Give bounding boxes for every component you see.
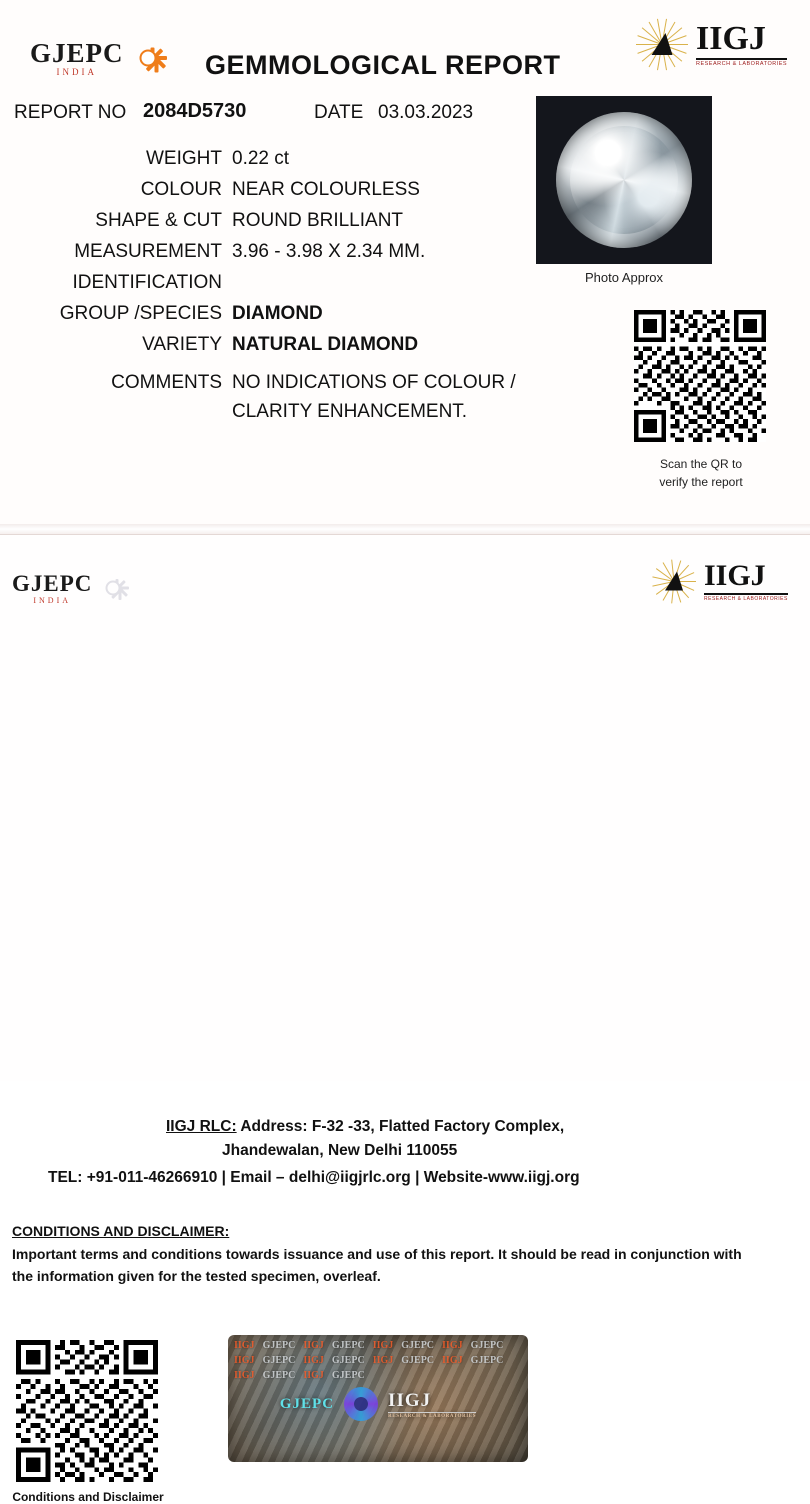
field-row-weight	[0, 148, 520, 170]
iigj-logo-back-divider	[704, 593, 788, 595]
hologram-tile: GJEPC	[331, 1370, 365, 1381]
iigj-burst-icon	[634, 16, 690, 72]
conditions-qr-code[interactable]	[16, 1340, 158, 1482]
sunburst-icon-back	[96, 571, 130, 605]
diamond-photo	[536, 96, 712, 264]
page-title: GEMMOLOGICAL REPORT	[205, 50, 561, 80]
field-value: ROUND BRILLIANT	[232, 210, 404, 231]
lab-address-line-2: Jhandewalan, New Delhi 110055	[222, 1142, 458, 1160]
date-label: DATE	[314, 102, 364, 123]
gjepc-logo-back-subtext: INDIA	[33, 595, 72, 605]
lab-address	[166, 1115, 564, 1163]
iigj-burst-icon-back	[650, 557, 698, 605]
gjepc-logo-subtext: INDIA	[56, 66, 97, 77]
iigj-logo-back-tagline: RESEARCH & LABORATORIES	[704, 595, 788, 602]
iigj-logo-divider	[696, 58, 787, 60]
field-value: NATURAL DIAMOND	[232, 334, 419, 355]
verify-qr-caption-line-1: Scan the QR to	[659, 457, 743, 471]
iigj-logo	[634, 16, 787, 72]
report-front-card	[0, 0, 810, 525]
iigj-logo-back	[650, 557, 788, 605]
field-row-identification	[0, 272, 520, 294]
iigj-logo-tagline: RESEARCH & LABORATORIES	[696, 60, 788, 67]
hologram-tile: IIGJ	[372, 1355, 394, 1366]
field-label: COMMENTS	[111, 372, 222, 393]
field-value: DIAMOND	[232, 303, 323, 324]
conditions-qr-caption: Conditions and Disclaimer	[12, 1490, 164, 1504]
hologram-center-logos	[228, 1387, 528, 1421]
field-row-colour	[0, 179, 520, 201]
specification-list	[0, 148, 520, 432]
conditions-body	[12, 1243, 792, 1288]
conditions-title: CONDITIONS AND DISCLAIMER:	[12, 1223, 230, 1239]
hologram-iigj-logo	[388, 1390, 476, 1419]
hologram-tile: GJEPC	[331, 1355, 365, 1366]
iigj-logo-text: IIGJ	[696, 19, 766, 57]
field-label: MEASUREMENT	[74, 241, 222, 262]
gjepc-logo	[30, 38, 168, 78]
field-row-variety	[0, 334, 520, 356]
hologram-tile: GJEPC	[401, 1355, 435, 1366]
conditions-line-2: the information given for the tested specimen, overleaf.	[12, 1268, 381, 1285]
field-value	[232, 372, 516, 423]
field-value: 0.22 ct	[232, 148, 290, 169]
hologram-tile: IIGJ	[372, 1340, 394, 1351]
hologram-tile: GJEPC	[331, 1340, 365, 1351]
field-value: 3.96 - 3.98 X 2.34 MM.	[232, 241, 426, 262]
hologram-iigj-text: IIGJ	[388, 1389, 432, 1411]
gjepc-logo-back	[12, 571, 130, 605]
comments-line-2: CLARITY ENHANCEMENT.	[232, 401, 468, 422]
field-label: COLOUR	[140, 179, 222, 200]
comments-line-1: NO INDICATIONS OF COLOUR /	[232, 372, 516, 393]
hologram-tile: IIGJ	[442, 1355, 463, 1366]
hologram-gjepc-text: GJEPC	[279, 1395, 335, 1412]
lab-address-label: IIGJ RLC:	[166, 1118, 237, 1135]
hologram-tile: IIGJ	[234, 1370, 255, 1381]
security-hologram	[228, 1335, 528, 1462]
hologram-tile: IIGJ	[234, 1340, 255, 1351]
report-no-value: 2084D5730	[143, 100, 247, 122]
hologram-tile: GJEPC	[262, 1355, 296, 1366]
field-label: GROUP /SPECIES	[59, 303, 222, 324]
verify-qr-caption	[620, 455, 782, 491]
lab-contact[interactable]: TEL: +91-011-46266910 | Email – delhi@iigjrlc.org | Website-www.iigj.org	[48, 1169, 580, 1186]
field-label: IDENTIFICATION	[72, 272, 222, 293]
hologram-iigj-tagline: RESEARCH & LABORATORIES	[388, 1413, 477, 1419]
hologram-ring-icon	[344, 1387, 378, 1421]
report-back-card	[0, 534, 810, 1504]
field-row-measurement	[0, 241, 520, 263]
field-row-shape-and-cut	[0, 210, 520, 232]
photo-caption: Photo Approx	[584, 270, 664, 285]
hologram-tile: IIGJ	[303, 1355, 324, 1366]
hologram-tile: IIGJ	[303, 1340, 324, 1351]
field-row-comments	[0, 372, 520, 423]
hologram-tile: IIGJ	[303, 1370, 324, 1381]
report-no-label: REPORT NO	[14, 102, 127, 123]
hologram-tile: GJEPC	[470, 1355, 504, 1366]
verify-qr-caption-line-2: verify the report	[659, 475, 743, 489]
iigj-logo-back-text: IIGJ	[704, 558, 766, 592]
card-separator	[0, 524, 810, 534]
field-label: SHAPE & CUT	[95, 210, 222, 231]
hologram-tile: GJEPC	[262, 1370, 296, 1381]
field-row-group-species	[0, 303, 520, 325]
field-value: NEAR COLOURLESS	[232, 179, 420, 200]
conditions-line-1: Important terms and conditions towards issuance and use of this report. It should be read in conjunction with	[12, 1246, 742, 1262]
diamond-stone-image	[556, 112, 692, 248]
hologram-tile: GJEPC	[262, 1340, 296, 1351]
verify-qr-code[interactable]	[634, 310, 766, 442]
date-value: 03.03.2023	[378, 102, 474, 123]
field-label: VARIETY	[142, 334, 222, 355]
gjepc-logo-back-text: GJEPC	[12, 570, 93, 596]
hologram-tile: IIGJ	[442, 1340, 463, 1351]
gjepc-logo-text: GJEPC	[30, 37, 124, 68]
hologram-tile: IIGJ	[234, 1355, 255, 1366]
sunburst-icon	[128, 38, 168, 78]
hologram-tile: GJEPC	[401, 1340, 435, 1351]
lab-address-line-1: Address: F-32 -33, Flatted Factory Complex,	[240, 1118, 565, 1135]
field-label: WEIGHT	[146, 148, 222, 169]
hologram-tile: GJEPC	[470, 1340, 504, 1351]
